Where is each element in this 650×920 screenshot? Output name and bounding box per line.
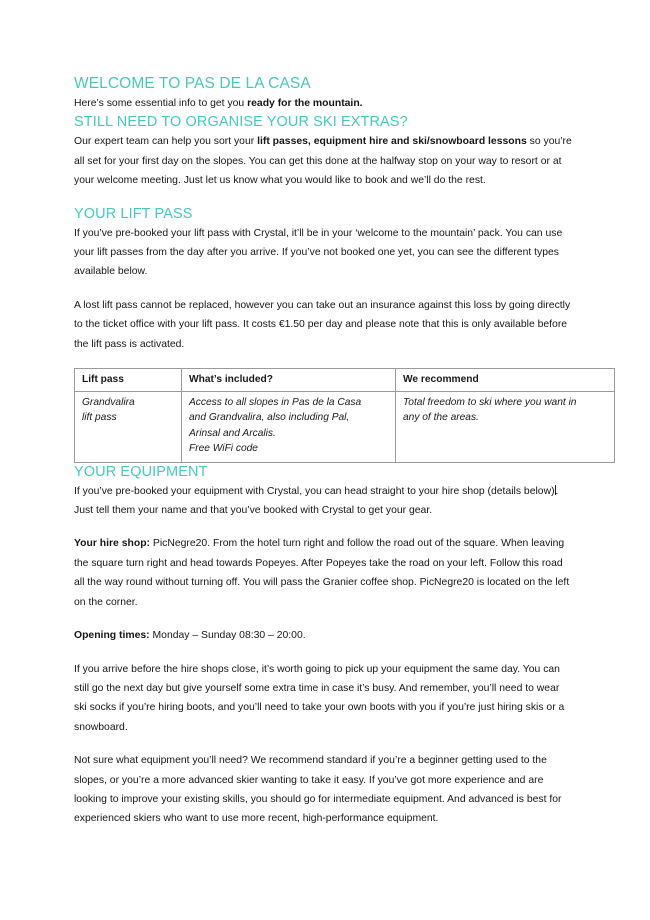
section-heading-ski-extras: STILL NEED TO ORGANISE YOUR SKI EXTRAS?: [74, 114, 408, 131]
table-cell-line: Access to all slopes in Pas de la Casa: [189, 396, 362, 408]
table-cell-line: Grandvalira: [82, 396, 135, 408]
hire-shop-paragraph: [74, 534, 572, 612]
opening-times-paragraph: [74, 626, 572, 645]
hire-shop-label: Your hire shop:: [74, 538, 151, 550]
table-cell-line: Total freedom to ski where you want in: [403, 396, 577, 408]
ski-extras-text-part1: Our expert team can help you sort your: [74, 136, 258, 148]
ski-extras-text-part2: so you’re all set for your first day on the slopes. You can get this done at the halfway stop on your way to resort or at your welcome meeting. Just let us know what you would like to book and we’ll do the rest.: [74, 136, 572, 187]
table-cell-lift-pass: [75, 391, 182, 462]
table-header-we-recommend: We recommend: [396, 369, 615, 392]
equipment-paragraph-1: [74, 482, 572, 521]
page-title: WELCOME TO PAS DE LA CASA: [74, 75, 311, 92]
opening-times-value: Monday – Sunday 08:30 – 20:00.: [149, 630, 306, 642]
welcome-intro-paragraph: [74, 94, 572, 113]
opening-times-label: Opening times:: [74, 630, 150, 642]
section-heading-lift-pass: YOUR LIFT PASS: [74, 205, 193, 222]
table-cell-line: lift pass: [82, 412, 117, 424]
equipment-paragraph-1-before-caret: If you’ve pre-booked your equipment with Crystal, you can head straight to your hire shop (details below): [74, 485, 555, 497]
equipment-paragraph-1-after-caret: . Just tell them your name and that you’ve booked with Crystal to get your gear.: [74, 485, 559, 517]
welcome-intro-bold: ready for the mountain.: [247, 98, 363, 109]
table-cell-we-recommend: [396, 391, 615, 462]
table-header-row: [75, 369, 615, 392]
ski-extras-text-bold: lift passes, equipment hire and ski/snowboard lessons: [257, 136, 527, 148]
equipment-levels-paragraph: Not sure what equipment you’ll need? We recommend standard if you’re a beginner getting used to the slopes, or you’re a more advanced skier wanting to take it easy. If you’ve got more experience and are looking to improve your existing skills, you should go for intermediate equipment. And advanced is best for experienced skiers who want to use more recent, high-performance equipment.: [74, 755, 562, 825]
table-cell-line: and Grandvalira, also including Pal,: [189, 412, 350, 424]
lift-pass-paragraph-2: A lost lift pass cannot be replaced, however you can take out an insurance against this loss by going directly to the ticket office with your lift pass. It costs €1.50 per day and please note that this is only available before the lift pass is activated.: [74, 299, 571, 350]
hire-shop-directions: PicNegre20. From the hotel turn right and follow the road out of the square. When leaving the square turn right and head towards Popeyes. After Popeyes take the road on your left. Follow this road all the way round without turning off. You will pass the Granier coffee shop. PicNegre20 is located on the left on the corner.: [74, 538, 570, 608]
table-header-whats-included: What’s included?: [182, 369, 396, 392]
table-row: [75, 391, 615, 462]
table-cell-whats-included: [182, 391, 396, 462]
ski-extras-paragraph: [74, 132, 572, 190]
table-cell-line: Free WiFi code: [189, 443, 258, 455]
table-cell-line: Arinsal and Arcalis.: [189, 427, 276, 439]
table-header-lift-pass: Lift pass: [75, 369, 182, 392]
equipment-collection-paragraph: If you arrive before the hire shops close, it’s worth going to pick up your equipment the same day. You can still go the next day but give yourself some extra time in case it’s busy. And remember, you’ll need to wear ski socks if you’re hiring boots, and you’ll need to take your own boots with you if you’re just hiring skis or a snowboard.: [74, 663, 565, 733]
section-heading-equipment: YOUR EQUIPMENT: [74, 463, 208, 480]
welcome-intro-plain: Here’s some essential info to get you: [74, 98, 248, 109]
table-cell-line: any of the areas.: [403, 412, 479, 424]
lift-pass-paragraph-1: If you’ve pre-booked your lift pass with Crystal, it’ll be in your ‘welcome to the mountain’ pack. You can use your lift passes from the day after you arrive. If you’ve not booked one yet, you can see the different types available below.: [74, 227, 563, 278]
lift-pass-table: [74, 368, 615, 463]
